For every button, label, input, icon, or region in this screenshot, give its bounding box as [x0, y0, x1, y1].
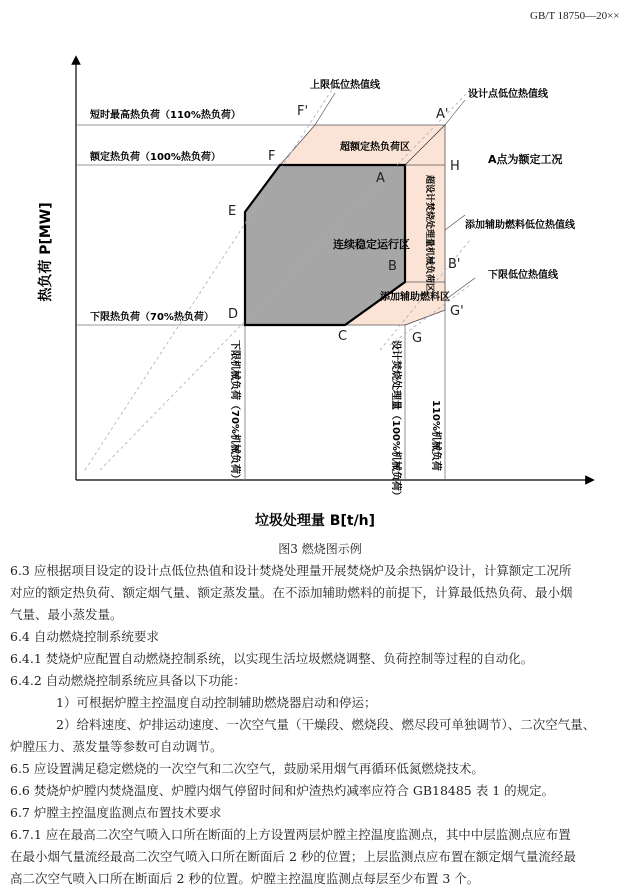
paragraph-line: 炉膛压力、蒸发量等参数可自动调节。 — [10, 739, 223, 754]
overmech-zone-label: 超设计焚烧处理量机械负荷区 — [424, 175, 434, 293]
point-g-prime: G' — [450, 304, 464, 319]
y-axis-label: 热负荷 P[MW] — [38, 202, 54, 302]
paragraph-line: 在最小烟气量流经最高二次空气喷入口所在断面后 2 秒的位置；上层监测点应布置在额定烟气量流经最 — [10, 849, 576, 864]
aux-fuel-zone-label: 添加辅助燃料区 — [380, 292, 450, 303]
mech-max-label: 110%机械负荷 — [430, 400, 441, 471]
body-text — [10, 560, 630, 890]
overheat-zone-label: 超额定热负荷区 — [340, 142, 410, 153]
paragraph-line: 6.5 应设置满足稳定燃烧的一次空气和二次空气，鼓励采用烟气再循环低氮燃烧技术。 — [10, 761, 484, 776]
paragraph-line: 6.4.2 自动燃烧控制系统应具备以下功能： — [10, 673, 246, 688]
paragraph-line: 对应的额定热负荷、额定烟气量、额定蒸发量。在不添加辅助燃料的前提下，计算最低热负荷、最小烟 — [10, 585, 573, 600]
point-b: B — [388, 259, 397, 274]
load-rated: 额定热负荷（100%热负荷） — [90, 152, 221, 163]
point-g: G — [412, 331, 423, 346]
load-lower: 下限热负荷（70%热负荷） — [90, 312, 214, 323]
load-short-time: 短时最高热负荷（110%热负荷） — [90, 110, 241, 121]
paragraph-line: 6.4.1 焚烧炉应配置自动燃烧控制系统，以实现生活垃圾燃烧调整、负荷控制等过程的自动化。 — [10, 651, 534, 666]
point-c: C — [338, 329, 348, 344]
aux-fuel-lhv-label: 添加辅助燃料低位热值线 — [465, 220, 575, 231]
point-a-note: A点为额定工况 — [488, 153, 563, 166]
point-f: F — [268, 149, 276, 164]
upper-lhv-label: 上限低位热值线 — [310, 80, 380, 91]
point-e: E — [228, 204, 237, 219]
figure-caption: 图3 燃烧图示例 — [278, 542, 362, 556]
paragraph-line: 高二次空气喷入口所在断面后 2 秒的位置。炉膛主控温度监测点每层至少布置 3 个。 — [10, 871, 480, 886]
paragraph-line: 6.7 炉膛主控温度监测点布置技术要求 — [10, 805, 222, 820]
point-b-prime: B' — [448, 257, 461, 272]
mech-design-label: 设计焚烧处理量（100%机械负荷） — [390, 340, 401, 501]
paragraph-line: 6.4 自动燃烧控制系统要求 — [10, 629, 159, 644]
point-f-prime: F' — [297, 104, 309, 119]
point-a: A — [376, 171, 385, 186]
mech-lower-label: 下限机械负荷（70%机械负荷） — [229, 340, 240, 484]
continuous-zone-label: 连续稳定运行区 — [333, 238, 410, 251]
paragraph-line: 1）可根据炉膛主控温度自动控制辅助燃烧器启动和停运； — [56, 695, 377, 710]
paragraph-line: 气量、最小蒸发量。 — [10, 607, 123, 622]
point-a-prime: A' — [436, 107, 449, 122]
lower-lhv-label: 下限低位热值线 — [488, 270, 558, 281]
design-lhv-label: 设计点低位热值线 — [468, 89, 548, 100]
standard-number: GB/T 18750—20×× — [530, 10, 620, 22]
point-h: H — [450, 159, 460, 174]
paragraph-line: 6.7.1 应在最高二次空气喷入口所在断面的上方设置两层炉膛主控温度监测点，其中中层监测点应布置 — [10, 827, 571, 842]
paragraph-line: 6.6 焚烧炉炉膛内焚烧温度、炉膛内烟气停留时间和炉渣热灼减率应符合 GB18485 表 1 的规定。 — [10, 783, 555, 798]
paragraph-line: 6.3 应根据项目设定的设计点低位热值和设计焚烧处理量开展焚烧炉及余热锅炉设计，计算额定工况所 — [10, 563, 572, 578]
x-axis-label: 垃圾处理量 B[t/h] — [254, 513, 376, 529]
point-d: D — [228, 307, 239, 322]
paragraph-line: 2）给料速度、炉排运动速度、一次空气量（干燥段、燃烧段、燃尽段可单独调节）、二次空气量、 — [56, 717, 596, 732]
